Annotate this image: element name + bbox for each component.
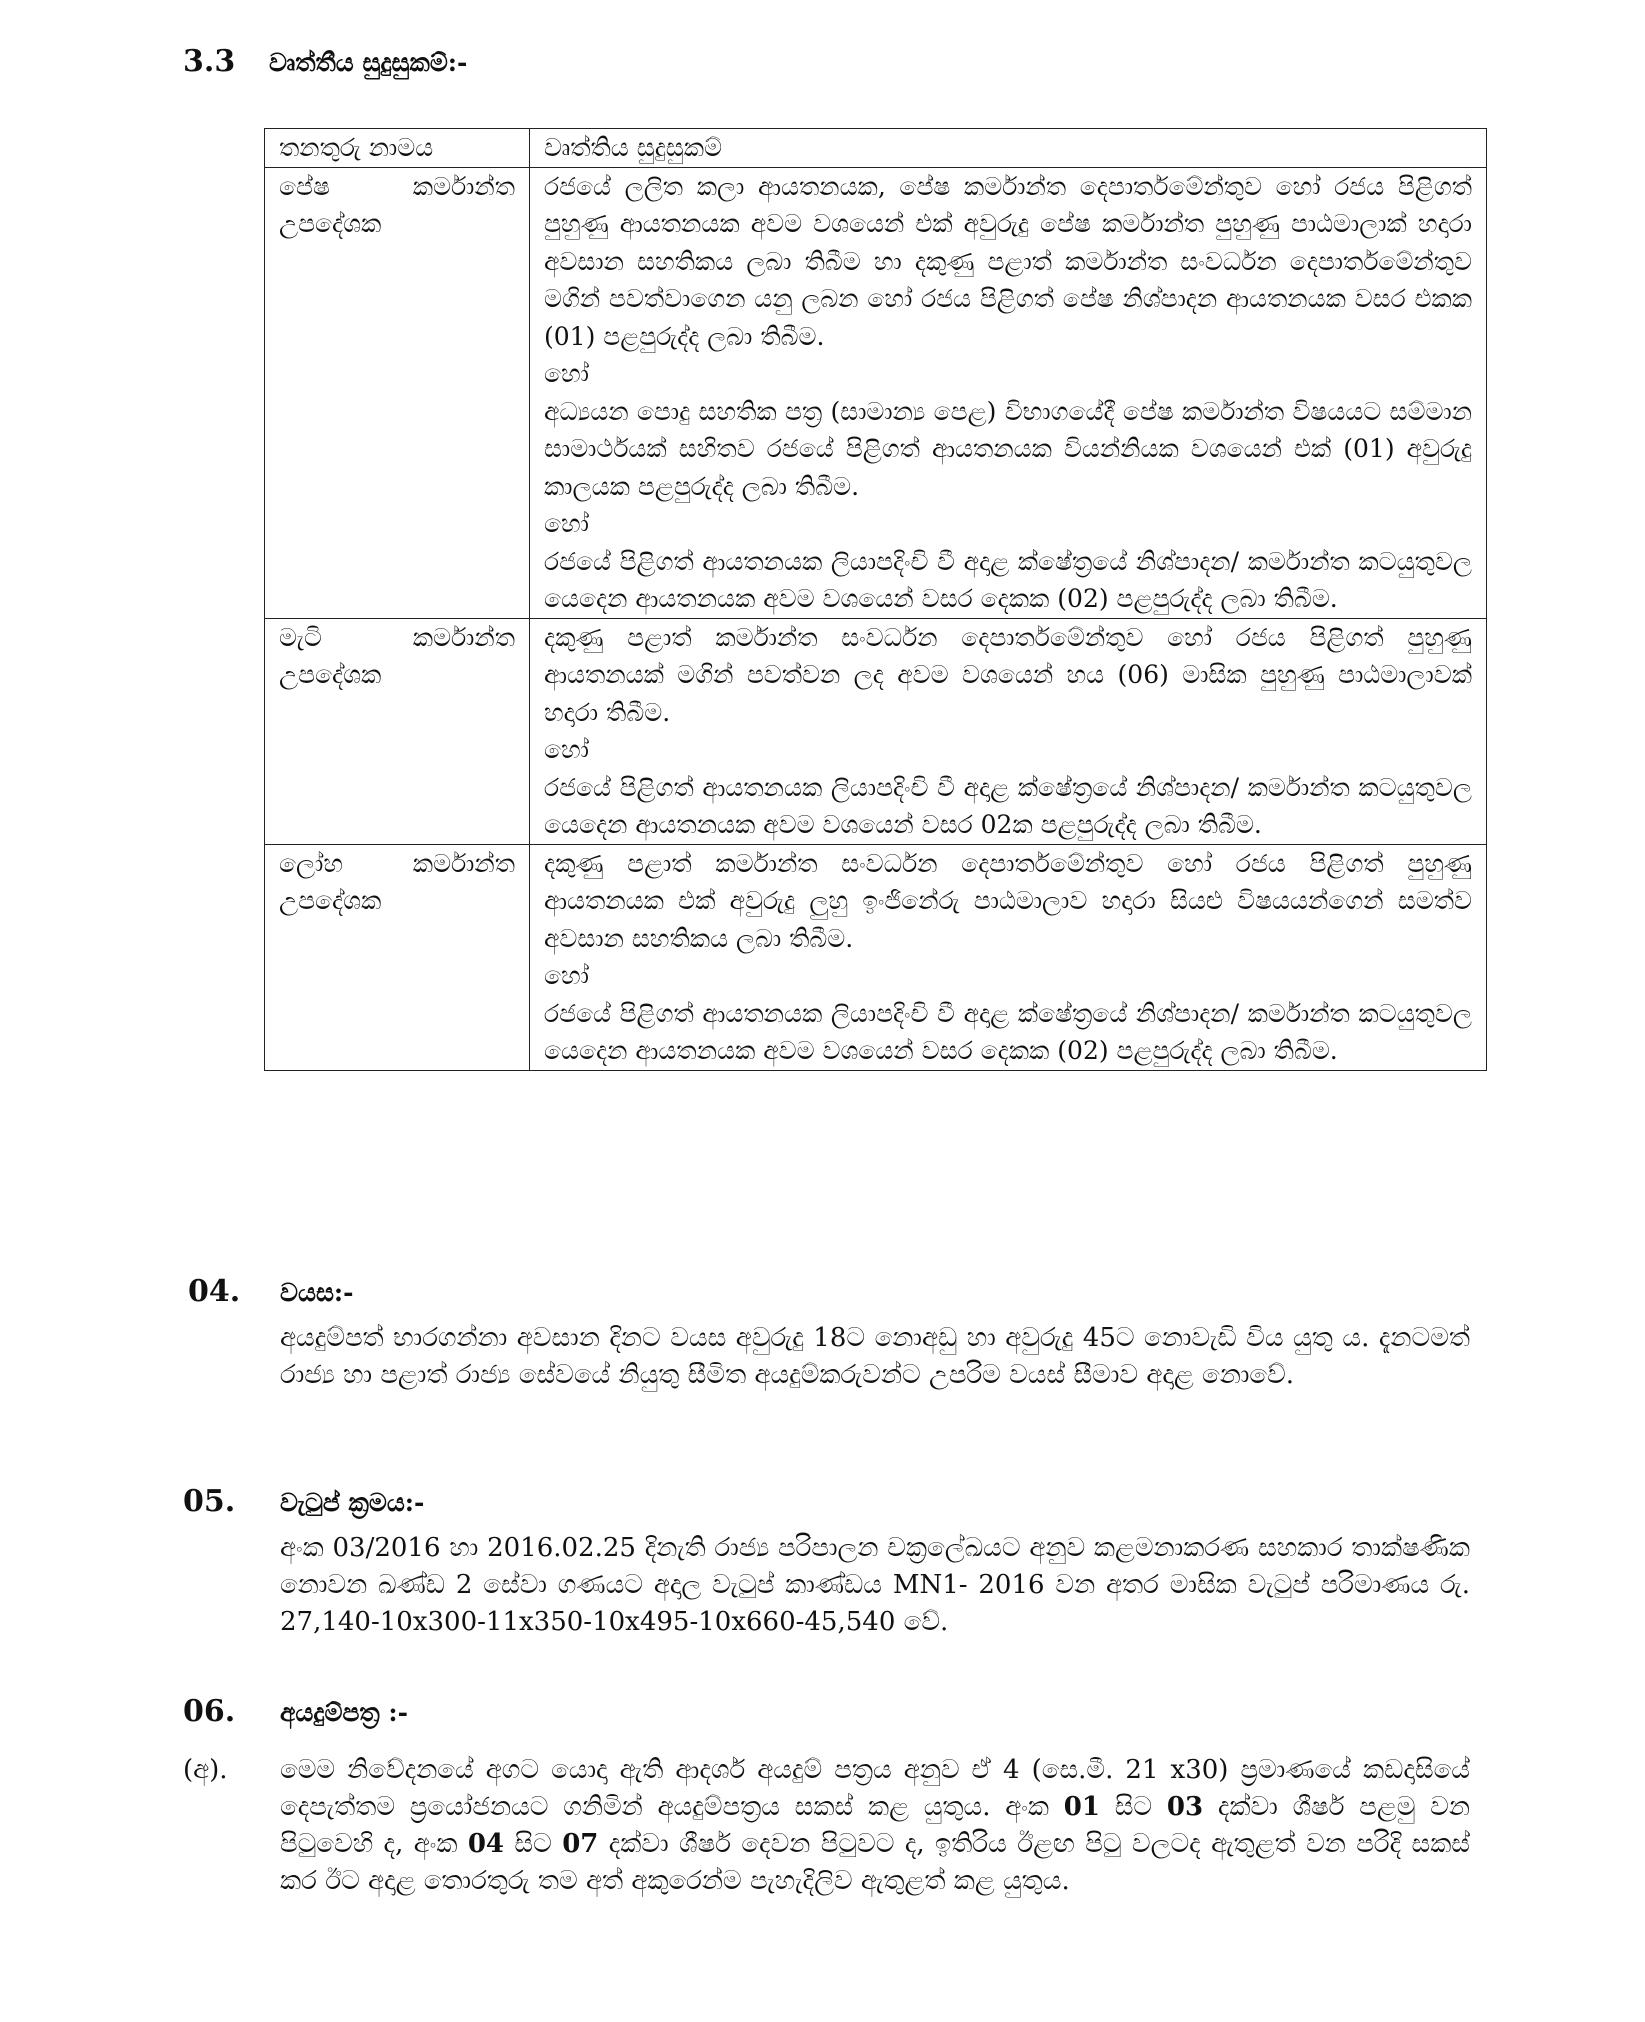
post-name: පේෂ කර්මාන්ත උපදේශක bbox=[265, 167, 530, 618]
qualification-cell bbox=[530, 618, 1487, 844]
section-3-3-heading bbox=[183, 44, 467, 79]
table-row bbox=[265, 844, 1487, 1070]
column-header-qualifications: වෘත්තිය සුදුසුකම් bbox=[530, 129, 1487, 168]
qualification-text: රජයේ පිළිගත් ආයතනයක ලියාපදිංචි වී අදාළ ක්ෂේත්‍රයේ නිශ්පාදන/ කර්මාන්ත කටයුතුවල යෙදෙන ආයතනයක අවම වශයෙන් වසර 02ක පළපුරුද්ද ලබා තිබීම. bbox=[544, 772, 1472, 839]
item-a-label: (අ). bbox=[183, 1755, 228, 1785]
qualification-text: රජයේ ලලිත කලා ආයතනයක, පේෂ කර්මාන්ත දෙපාර්තමේන්තුව හෝ රජය පිළිගත් පුහුණු ආයතනයක අවම වශයෙන් එක් අවුරුදු පේෂ කර්මාන්ත පුහුණු පාඨමාලාක් හදාරා අවසාන සහතිකය ලබා තිබීම හා දකුණු පළාත් කර්මාන්ත සංවර්ධන දෙපාර්තමේන්තුව මගින් පවත්වාගෙන යනු ලබන හෝ රජය පිළිගත් පේෂ නිශ්පාදන ආයතනයක වසර එකක (01) පළපුරුද්ද ලබා තිබීම. bbox=[544, 171, 1472, 351]
bold-number: 03 bbox=[1166, 1792, 1204, 1822]
section-05-heading bbox=[183, 1484, 424, 1519]
qualification-cell bbox=[530, 167, 1487, 618]
table-row bbox=[265, 167, 1487, 618]
section-title: වැටුප් ක්‍රමය:- bbox=[280, 1488, 425, 1517]
section-title: අයදුම්පත්‍ර :- bbox=[280, 1698, 408, 1727]
section-number: 05. bbox=[183, 1484, 236, 1519]
section-number: 3.3 bbox=[183, 44, 236, 79]
bold-number: 01 bbox=[1063, 1792, 1100, 1822]
age-requirement-text: අයදුම්පත් භාරගන්නා අවසාන දිනට වයස අවුරුදු 18ට නොඅඩු හා අවුරුදු 45ට නොවැඩි විය යුතු ය. දැනටමත් රාජ්‍ය හා පළාත් රාජ්‍ය සේවයේ නියුතු සීමිත අයදුම්කරුවන්ට උපරිම වයස් සීමාව අදාළ නොවේ. bbox=[280, 1323, 1470, 1390]
qualification-text: රජයේ පිළිගත් ආයතනයක ලියාපදිංචි වී අදාළ ක්ෂේත්‍රයේ නිශ්පාදන/ කර්මාන්ත කටයුතුවල යෙදෙන ආයතනයක අවම වශයෙන් වසර දෙකක (02) පළපුරුද්ද ලබා තිබීම. bbox=[544, 998, 1472, 1065]
or-separator: හෝ bbox=[544, 735, 589, 764]
text-segment: දක්වා ශීර්ෂ පළමු වන පිටුවෙහි ද, අංක bbox=[280, 1792, 1470, 1859]
bold-number: 04 bbox=[467, 1829, 505, 1859]
qualification-text: දකුණු පළාත් කර්මාන්ත සංවර්ධන දෙපාර්තමේන්තුව හෝ රජය පිළිගත් පුහුණු ආයතනයක එක් අවුරුදු ලුහු ඉංජිනේරු පාඨමාලාව හදාරා සියළු විෂයයන්ගෙන් සමත්ව අවසාන සහතිකය ලබා තිබීම. bbox=[544, 848, 1472, 953]
section-number: 04. bbox=[188, 1274, 241, 1309]
section-06-heading bbox=[183, 1694, 408, 1729]
or-separator: හෝ bbox=[544, 961, 589, 990]
professional-qualifications-table bbox=[264, 128, 1487, 1071]
qualification-text: රජයේ පිළිගත් ආයතනයක ලියාපදිංචි වී අදාළ ක්ෂේත්‍රයේ නිශ්පාදන/ කර්මාන්ත කටයුතුවල යෙදෙන ආයතනයක අවම වශයෙන් වසර දෙකක (02) පළපුරුද්ද ලබා තිබීම. bbox=[544, 546, 1472, 613]
text-segment: දක්වා ශීර්ෂ දෙවන පිටුවට ද, ඉතිරිය ඊළඟ පිටු වලටද ඇතුළත් වන පරිදි සකස් කර ඊට අදාළ තොරතුරු තම අත් අකුරෙන්ම පැහැදිලිව ඇතුළත් කළ යුතුය. bbox=[280, 1829, 1470, 1896]
text-segment: මෙම නිවේදනයේ අගට යොදා ඇති ආදර්ශ අයදුම් පත්‍රය අනුව ඒ 4 (සෙ.මී. 21 x30) ප්‍රමාණයේ කඩදාසියේ දෙපැත්තම ප්‍රයෝජනයට ගනිමින් අයදුම්පත්‍රය සකස් කළ යුතුය. අංක bbox=[280, 1755, 1470, 1822]
text-segment: සිට bbox=[1099, 1792, 1167, 1822]
qualification-cell bbox=[530, 844, 1487, 1070]
salary-scheme-text: අංක 03/2016 හා 2016.02.25 දිනැති රාජ්‍ය පරිපාලන චක්‍රලේඛයට අනුව කළමනාකරණ සහකාර තාක්ෂණික නොවන ඛණ්ඩ 2 සේවා ගණයට අදාල වැටුප් කාණ්ඩය MN1- 2016 වන අතර මාසික වැටුප් පරිමාණය රු. 27,140-10x300-11x350-10x495-10x660-45,540 වේ. bbox=[280, 1533, 1470, 1637]
post-name: මැටි කර්මාන්ත උපදේශක bbox=[265, 618, 530, 844]
section-title: වෘත්තීය සුදුසුකම්:- bbox=[269, 48, 468, 77]
application-format-text bbox=[280, 1752, 1470, 1900]
or-separator: හෝ bbox=[544, 509, 589, 538]
table-header-row bbox=[265, 129, 1487, 168]
bold-number: 07 bbox=[562, 1829, 599, 1859]
text-segment: සිට bbox=[504, 1829, 563, 1859]
qualification-text: අධ්‍යයන පොදු සහතික පත්‍ර (සාමාන්‍ය පෙළ) විභාගයේදී පේෂ කර්මාන්ත විෂයයට සම්මාන සාමාර්ථයක් සහිතව රජයේ පිළිගත් ආයතනයක වියන්නියක වශයෙන් එක් (01) අවුරුදු කාලයක පළපුරුද්ද ලබා තිබීම. bbox=[544, 396, 1472, 501]
column-header-post: තනතුරු නාමය bbox=[265, 129, 530, 168]
table-row bbox=[265, 618, 1487, 844]
section-04-heading bbox=[188, 1274, 354, 1309]
section-title: වයස:- bbox=[280, 1278, 354, 1307]
qualification-text: දකුණු පළාත් කර්මාන්ත සංවර්ධන දෙපාර්තමේන්තුව හෝ රජය පිළිගත් පුහුණු ආයතනයක් මගින් පවත්වන ලද අවම වශයෙන් හය (06) මාසික පුහුණු පාඨමාලාවක් හදාරා තිබීම. bbox=[544, 622, 1472, 727]
post-name: ලෝහ කර්මාන්ත උපදේශක bbox=[265, 844, 530, 1070]
or-separator: හෝ bbox=[544, 359, 589, 388]
section-number: 06. bbox=[183, 1694, 236, 1729]
